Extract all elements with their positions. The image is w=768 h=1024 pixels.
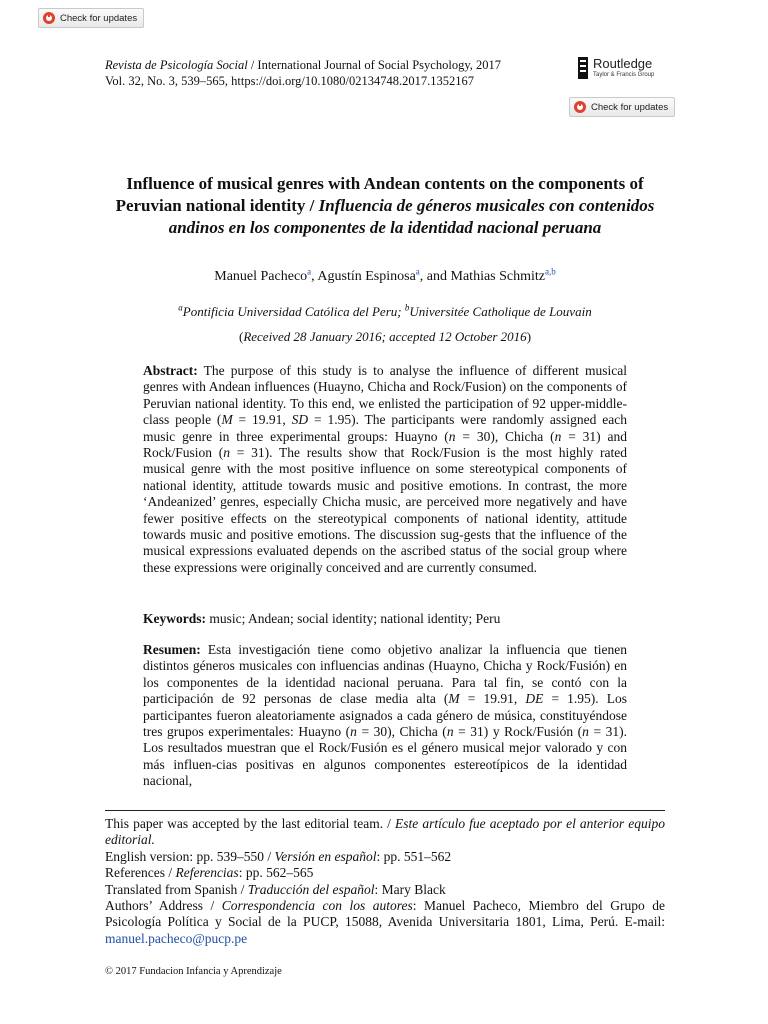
affiliation-link[interactable]: a,b (545, 266, 556, 277)
footnote-translation: Translated from Spanish / Traducción del español: Mary Black (105, 881, 446, 897)
check-for-updates-button-right[interactable] (569, 97, 675, 117)
journal-line-1: Revista de Psicología Social / International Journal of Social Psychology, 2017 (105, 58, 502, 72)
check-for-updates-label: Check for updates (60, 12, 138, 24)
check-for-updates-label: Check for updates (591, 101, 669, 113)
keywords-label: Keywords: (143, 611, 206, 626)
title-english: Influence of musical genres with Andean contents on the components of Peruvian national identity / (115, 174, 644, 215)
paper-title (105, 173, 665, 239)
affiliation-link[interactable]: a (415, 266, 420, 277)
publisher-logo (578, 57, 654, 79)
keywords: Keywords: music; Andean; social identity; national identity; Peru (143, 611, 501, 626)
check-for-updates-icon (43, 12, 55, 24)
affiliations: $^a$Pontificia Universidad Católica del Peru; $^b$Universitée Catholique de Louvain (178, 302, 592, 319)
journal-name: Revista de Psicología Social (105, 58, 248, 72)
publisher-name: Routledge (593, 56, 653, 71)
resumen-label: Resumen: (143, 642, 201, 657)
routledge-logo-icon (578, 57, 588, 79)
check-for-updates-button-top[interactable] (38, 8, 144, 28)
journal-header (105, 57, 560, 89)
affiliation-link[interactable]: a (307, 266, 312, 277)
footnote-divider (105, 810, 665, 811)
footnotes (105, 816, 665, 947)
footnote-references: References / Referencias: pp. 562–565 (105, 865, 314, 881)
resumen: Resumen: Esta investigación tiene como objetivo analizar la influencia que tienen distintos géneros musicales con influencias andinas (Huayno, Chicha y Rock/Fusión) en los componentes de la identidad nacional peruana. Para tal fin, se contó con la participación de 92 personas de clase media alta (M = 19.91, DE = 1.95). Los participantes fueron aleatoriamente asignados a cada género de música, constituyéndose tres grupos experimentales: Huayno (n = 30), Chicha (n = 31) y Rock/Fusión (n = 31). Los resultados muestran que el Rock/Fusión es el género musical mejor valorado y con más influen-cias positivas en algunos componentes estereotípicos de la identidad nacional, (143, 642, 628, 789)
copyright: © 2017 Fundacion Infancia y Aprendizaje (105, 966, 282, 977)
check-for-updates-icon (574, 101, 586, 113)
title-spanish: Influencia de géneros musicales con contenidos andinos en los componentes de la identidad nacional peruana (168, 196, 655, 237)
publisher-sub: Taylor & Francis Group (593, 72, 655, 78)
footnote-version: English version: pp. 539–550 / Versión en español: pp. 551–562 (105, 848, 452, 864)
received-dates: (Received 28 January 2016; accepted 12 October 2016) (238, 329, 532, 344)
abstract: Abstract: The purpose of this study is to analyse the influence of different musical genres with Andean influences (Huayno, Chicha and Rock/Fusion) on the components of Peruvian national identity. To this end, we enlisted the participation of 92 upper-middle-class people (M = 19.91, SD = 1.95). The participants were randomly assigned each music genre in three experimental groups: Huayno (n = 30), Chicha (n = 31) and Rock/Fusion (n = 31). The results show that Rock/Fusion is the most highly rated musical genre with the most positive influence on some stereotypical components of national identity, attitude towards music and positive emotions. In contrast, the more ‘Andeanized’ genres, especially Chicha music, are perceived more negatively and have fewer positive effects on the stereotypical components of national identity, attitude towards music and positive emotions. The discussion sug-gests that the influence of the musical expressions evaluated depends on the ascribed status of the social group where these expressions were originally conceived and are currently consumed. (143, 363, 627, 575)
abstract-label: Abstract: (143, 363, 198, 378)
footnote-accepted: This paper was accepted by the last editorial team. / Este artículo fue aceptado por el anterior equipo editorial. (105, 816, 665, 848)
email-link[interactable]: manuel.pacheco@pucp.pe (105, 930, 248, 946)
authors: Manuel Pacheco$^a$, Agustín Espinosa$^a$, and Mathias Schmitz$^{a,b}$ (214, 266, 556, 284)
journal-line-2: Vol. 32, No. 3, 539–565, https://doi.org/10.1080/02134748.2017.1352167 (105, 74, 475, 88)
footnote-address: Authors’ Address / Correspondencia con los autores: Manuel Pacheco, Miembro del Grupo de Psicología Política y Social de la PUCP, 15088, Avenida Universitaria 1801, Lima, Perú. E-mail: manuel.pacheco@pucp.pe (105, 898, 665, 946)
